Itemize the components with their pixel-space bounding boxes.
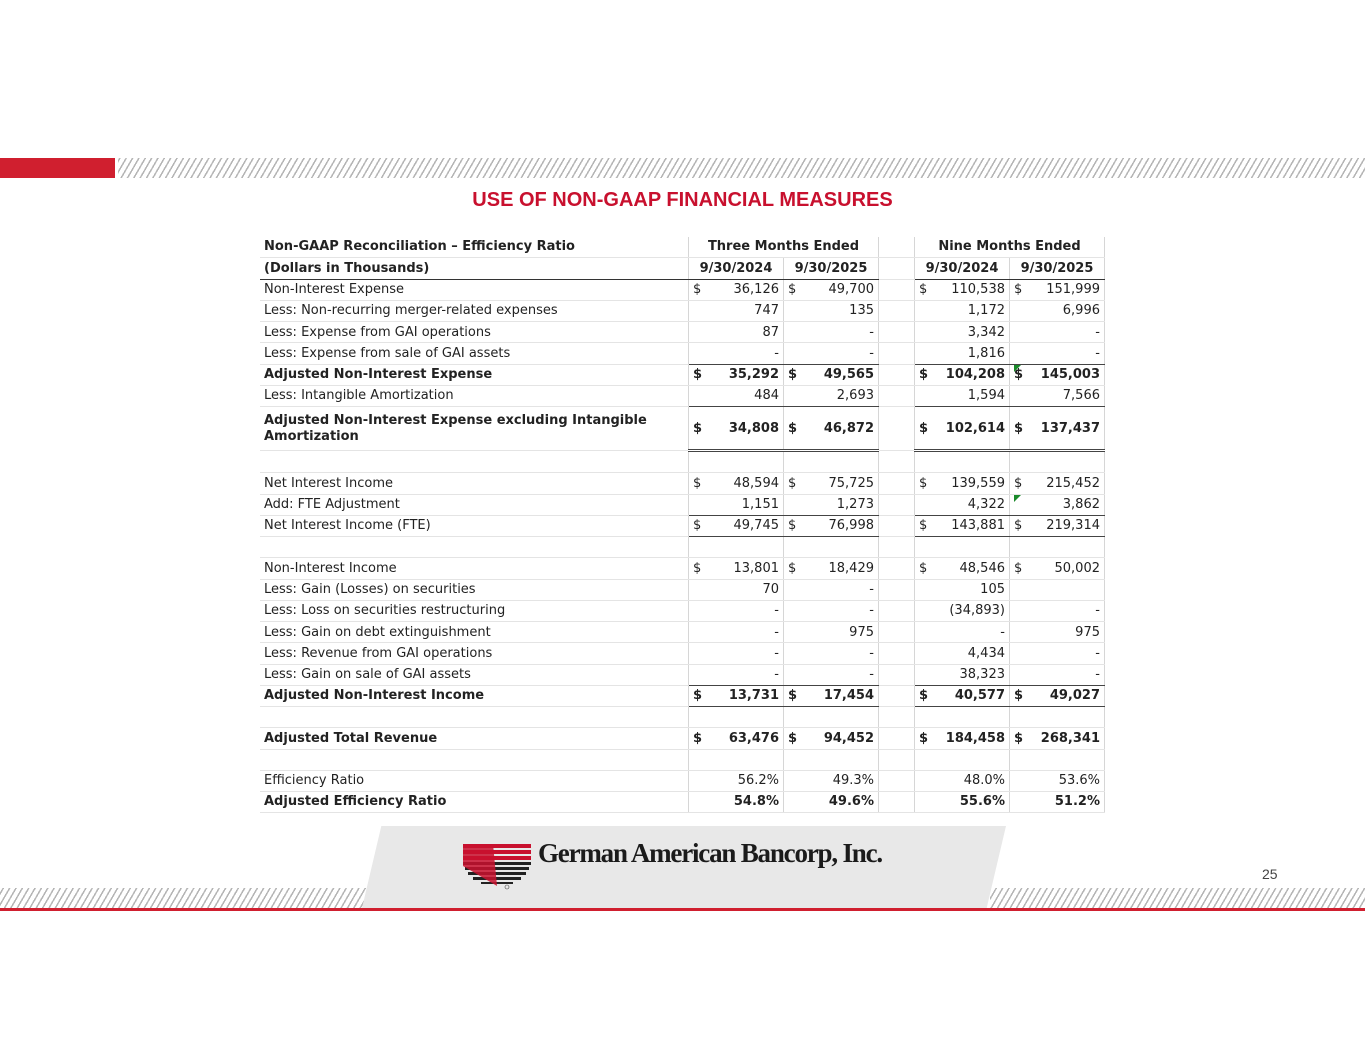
header-three-months: Three Months Ended	[689, 237, 879, 258]
currency-symbol: $	[915, 407, 938, 451]
value-cell: -	[1032, 322, 1105, 343]
currency-symbol: $	[1010, 473, 1033, 494]
column-gap	[879, 537, 915, 558]
currency-symbol	[915, 622, 938, 643]
currency-symbol	[784, 579, 807, 600]
value-cell: 49,027	[1032, 686, 1105, 707]
value-cell: 36,126	[711, 279, 784, 300]
company-name: German American Bancorp, Inc.	[538, 838, 882, 868]
currency-symbol	[1010, 600, 1033, 621]
blank-cell	[689, 749, 712, 770]
row-label: Adjusted Non-Interest Expense	[260, 364, 689, 385]
header-units: (Dollars in Thousands)	[260, 258, 689, 279]
currency-symbol	[689, 322, 712, 343]
table-row	[260, 600, 1105, 621]
blank-cell	[1010, 537, 1033, 558]
row-label: Less: Expense from GAI operations	[260, 322, 689, 343]
currency-symbol	[784, 343, 807, 364]
value-cell: 55.6%	[937, 791, 1010, 812]
currency-symbol	[784, 770, 807, 791]
blank-cell	[806, 749, 879, 770]
blank-cell	[915, 749, 938, 770]
blank-cell	[1010, 707, 1033, 728]
currency-symbol: $	[1010, 728, 1033, 749]
currency-symbol	[915, 770, 938, 791]
blank-cell	[260, 451, 689, 473]
currency-symbol: $	[784, 473, 807, 494]
currency-symbol	[784, 664, 807, 685]
currency-symbol	[915, 343, 938, 364]
table-row	[260, 643, 1105, 664]
blank-cell	[784, 537, 807, 558]
value-cell: 40,577	[937, 686, 1010, 707]
company-logo-icon	[463, 842, 533, 890]
blank-cell	[689, 707, 712, 728]
currency-symbol: $	[689, 473, 712, 494]
blank-cell	[806, 451, 879, 473]
currency-symbol	[915, 664, 938, 685]
value-cell: 87	[711, 322, 784, 343]
currency-symbol	[915, 579, 938, 600]
value-cell: -	[806, 664, 879, 685]
blank-cell	[784, 707, 807, 728]
value-cell: 76,998	[806, 515, 879, 536]
value-cell: 35,292	[711, 364, 784, 385]
row-label: Adjusted Total Revenue	[260, 728, 689, 749]
row-label: Non-Interest Expense	[260, 279, 689, 300]
currency-symbol: $	[1010, 364, 1033, 385]
currency-symbol	[1010, 300, 1033, 321]
column-gap	[879, 451, 915, 473]
table-row	[260, 407, 1105, 451]
value-cell: 70	[711, 579, 784, 600]
currency-symbol	[689, 770, 712, 791]
table-row	[260, 791, 1105, 812]
currency-symbol	[689, 343, 712, 364]
row-label: Less: Gain on debt extinguishment	[260, 622, 689, 643]
footer-red-line	[0, 908, 1365, 911]
value-cell: 48.0%	[937, 770, 1010, 791]
value-cell: 1,151	[711, 494, 784, 515]
column-gap	[879, 707, 915, 728]
value-cell: 2,693	[806, 386, 879, 407]
footer-hatch-left	[0, 888, 372, 908]
value-cell: 50,002	[1032, 558, 1105, 579]
currency-symbol: $	[784, 515, 807, 536]
value-cell: -	[806, 343, 879, 364]
currency-symbol: $	[915, 473, 938, 494]
top-red-bar	[0, 158, 115, 178]
table-row	[260, 728, 1105, 749]
column-gap	[879, 407, 915, 451]
value-cell: 13,801	[711, 558, 784, 579]
value-cell: 6,996	[1032, 300, 1105, 321]
value-cell	[1032, 579, 1105, 600]
top-hatch-pattern	[118, 158, 1365, 178]
currency-symbol	[915, 494, 938, 515]
table-row	[260, 622, 1105, 643]
header-col-4: 9/30/2025	[1010, 258, 1105, 279]
currency-symbol	[784, 494, 807, 515]
currency-symbol	[1010, 770, 1033, 791]
value-cell: 268,341	[1032, 728, 1105, 749]
currency-symbol	[689, 664, 712, 685]
top-decorative-band	[0, 158, 1365, 178]
currency-symbol	[689, 579, 712, 600]
row-label: Add: FTE Adjustment	[260, 494, 689, 515]
blank-cell	[1032, 537, 1105, 558]
currency-symbol: $	[689, 728, 712, 749]
value-cell: -	[1032, 600, 1105, 621]
value-cell: -	[711, 664, 784, 685]
value-cell: -	[1032, 664, 1105, 685]
row-label: Adjusted Non-Interest Income	[260, 686, 689, 707]
blank-cell	[1032, 451, 1105, 473]
value-cell: 484	[711, 386, 784, 407]
row-label: Efficiency Ratio	[260, 770, 689, 791]
value-cell: 105	[937, 579, 1010, 600]
currency-symbol: $	[1010, 407, 1033, 451]
blank-cell	[937, 707, 1010, 728]
blank-row	[260, 707, 1105, 728]
currency-symbol	[1010, 322, 1033, 343]
value-cell: 104,208	[937, 364, 1010, 385]
page-number: 25	[1262, 866, 1278, 882]
blank-cell	[711, 451, 784, 473]
currency-symbol: $	[915, 686, 938, 707]
header-col-1: 9/30/2024	[689, 258, 784, 279]
header-col-3: 9/30/2024	[915, 258, 1010, 279]
blank-cell	[806, 537, 879, 558]
blank-cell	[1032, 707, 1105, 728]
currency-symbol: $	[689, 407, 712, 451]
value-cell: 49,700	[806, 279, 879, 300]
currency-symbol: $	[689, 279, 712, 300]
currency-symbol	[784, 791, 807, 812]
blank-cell	[915, 537, 938, 558]
table-row	[260, 322, 1105, 343]
value-cell: 137,437	[1032, 407, 1105, 451]
column-gap	[879, 770, 915, 791]
value-cell: -	[711, 643, 784, 664]
value-cell: 49,565	[806, 364, 879, 385]
value-cell: 48,546	[937, 558, 1010, 579]
value-cell: 75,725	[806, 473, 879, 494]
column-gap	[879, 643, 915, 664]
currency-symbol	[784, 600, 807, 621]
blank-cell	[937, 451, 1010, 473]
currency-symbol: $	[915, 515, 938, 536]
currency-symbol: $	[915, 728, 938, 749]
value-cell: (34,893)	[937, 600, 1010, 621]
blank-cell	[915, 707, 938, 728]
blank-cell	[1010, 451, 1033, 473]
blank-cell	[260, 537, 689, 558]
currency-symbol	[689, 622, 712, 643]
value-cell: 143,881	[937, 515, 1010, 536]
value-cell: 49.3%	[806, 770, 879, 791]
value-cell: 46,872	[806, 407, 879, 451]
currency-symbol	[1010, 791, 1033, 812]
value-cell: 184,458	[937, 728, 1010, 749]
column-gap	[879, 364, 915, 385]
currency-symbol: $	[784, 364, 807, 385]
value-cell: 56.2%	[711, 770, 784, 791]
column-gap	[879, 473, 915, 494]
table-row	[260, 494, 1105, 515]
value-cell: 13,731	[711, 686, 784, 707]
currency-symbol: $	[689, 515, 712, 536]
value-cell: 4,434	[937, 643, 1010, 664]
column-gap	[879, 622, 915, 643]
currency-symbol	[1010, 622, 1033, 643]
currency-symbol	[1010, 643, 1033, 664]
value-cell: -	[1032, 343, 1105, 364]
table-row	[260, 473, 1105, 494]
table-row	[260, 343, 1105, 364]
value-cell: 18,429	[806, 558, 879, 579]
value-cell: 102,614	[937, 407, 1010, 451]
currency-symbol: $	[689, 364, 712, 385]
currency-symbol	[784, 300, 807, 321]
column-gap	[879, 791, 915, 812]
value-cell: -	[711, 343, 784, 364]
value-cell: 49,745	[711, 515, 784, 536]
currency-symbol	[689, 600, 712, 621]
blank-cell	[784, 451, 807, 473]
currency-symbol	[1010, 579, 1033, 600]
table-row	[260, 364, 1105, 385]
currency-symbol: $	[915, 279, 938, 300]
currency-symbol	[915, 643, 938, 664]
column-gap	[879, 558, 915, 579]
value-cell: 51.2%	[1032, 791, 1105, 812]
currency-symbol	[1010, 664, 1033, 685]
value-cell: -	[806, 643, 879, 664]
table-row	[260, 558, 1105, 579]
blank-row	[260, 749, 1105, 770]
column-gap	[879, 686, 915, 707]
blank-cell	[260, 707, 689, 728]
column-gap	[879, 664, 915, 685]
blank-cell	[689, 537, 712, 558]
blank-cell	[711, 749, 784, 770]
value-cell: 1,594	[937, 386, 1010, 407]
value-cell: 747	[711, 300, 784, 321]
currency-symbol: $	[1010, 558, 1033, 579]
currency-symbol	[784, 643, 807, 664]
table-row	[260, 386, 1105, 407]
value-cell: 1,816	[937, 343, 1010, 364]
blank-cell	[689, 451, 712, 473]
value-cell: -	[711, 622, 784, 643]
value-cell: 38,323	[937, 664, 1010, 685]
currency-symbol: $	[784, 728, 807, 749]
currency-symbol: $	[784, 279, 807, 300]
value-cell: 135	[806, 300, 879, 321]
row-label: Net Interest Income (FTE)	[260, 515, 689, 536]
currency-symbol: $	[784, 558, 807, 579]
value-cell: -	[806, 600, 879, 621]
currency-symbol: $	[915, 364, 938, 385]
header-col-2: 9/30/2025	[784, 258, 879, 279]
blank-cell	[1010, 749, 1033, 770]
blank-row	[260, 537, 1105, 558]
row-label: Adjusted Efficiency Ratio	[260, 791, 689, 812]
table-row	[260, 770, 1105, 791]
value-cell: 17,454	[806, 686, 879, 707]
header-label: Non-GAAP Reconciliation – Efficiency Ratio	[260, 237, 689, 258]
column-gap	[879, 728, 915, 749]
table-row	[260, 664, 1105, 685]
currency-symbol: $	[689, 558, 712, 579]
reconciliation-table	[260, 237, 1105, 813]
footer-hatch-right	[990, 888, 1365, 908]
table-header-row	[260, 237, 1105, 258]
blank-cell	[937, 537, 1010, 558]
value-cell: 63,476	[711, 728, 784, 749]
value-cell: 4,322	[937, 494, 1010, 515]
value-cell: -	[806, 579, 879, 600]
header-nine-months: Nine Months Ended	[915, 237, 1105, 258]
blank-cell	[1032, 749, 1105, 770]
row-label: Net Interest Income	[260, 473, 689, 494]
value-cell: 110,538	[937, 279, 1010, 300]
currency-symbol: $	[915, 558, 938, 579]
value-cell: 145,003	[1032, 364, 1105, 385]
page-title: USE OF NON-GAAP FINANCIAL MEASURES	[472, 189, 893, 211]
currency-symbol	[689, 300, 712, 321]
column-gap	[879, 386, 915, 407]
currency-symbol	[915, 322, 938, 343]
value-cell: 7,566	[1032, 386, 1105, 407]
currency-symbol	[915, 600, 938, 621]
column-gap	[879, 279, 915, 300]
blank-cell	[711, 537, 784, 558]
row-label: Less: Loss on securities restructuring	[260, 600, 689, 621]
value-cell: 1,273	[806, 494, 879, 515]
cell-comment-marker	[1014, 365, 1021, 372]
currency-symbol	[915, 791, 938, 812]
value-cell: 53.6%	[1032, 770, 1105, 791]
column-gap	[879, 300, 915, 321]
currency-symbol: $	[784, 686, 807, 707]
value-cell: 139,559	[937, 473, 1010, 494]
blank-row	[260, 451, 1105, 473]
currency-symbol: $	[784, 407, 807, 451]
value-cell: 49.6%	[806, 791, 879, 812]
table-row	[260, 579, 1105, 600]
row-label: Less: Gain on sale of GAI assets	[260, 664, 689, 685]
table-subheader-row	[260, 258, 1105, 279]
row-label: Non-Interest Income	[260, 558, 689, 579]
value-cell: 3,342	[937, 322, 1010, 343]
currency-symbol: $	[1010, 515, 1033, 536]
value-cell: 34,808	[711, 407, 784, 451]
blank-cell	[711, 707, 784, 728]
value-cell: 48,594	[711, 473, 784, 494]
value-cell: 94,452	[806, 728, 879, 749]
value-cell: -	[937, 622, 1010, 643]
table-row	[260, 279, 1105, 300]
row-label: Less: Expense from sale of GAI assets	[260, 343, 689, 364]
row-label: Less: Non-recurring merger-related expenses	[260, 300, 689, 321]
currency-symbol	[784, 622, 807, 643]
column-gap	[879, 322, 915, 343]
column-gap	[879, 749, 915, 770]
value-cell: 219,314	[1032, 515, 1105, 536]
column-gap	[879, 515, 915, 536]
currency-symbol	[915, 300, 938, 321]
currency-symbol	[689, 643, 712, 664]
currency-symbol	[1010, 343, 1033, 364]
column-gap	[879, 343, 915, 364]
value-cell: 975	[1032, 622, 1105, 643]
currency-symbol	[689, 386, 712, 407]
row-label: Adjusted Non-Interest Expense excluding Intangible Amortization	[260, 407, 689, 451]
table-row	[260, 686, 1105, 707]
row-label: Less: Revenue from GAI operations	[260, 643, 689, 664]
currency-symbol: $	[1010, 279, 1033, 300]
value-cell: 54.8%	[711, 791, 784, 812]
value-cell: -	[806, 322, 879, 343]
blank-cell	[937, 749, 1010, 770]
blank-cell	[806, 707, 879, 728]
currency-symbol: $	[689, 686, 712, 707]
blank-cell	[915, 451, 938, 473]
value-cell: 975	[806, 622, 879, 643]
currency-symbol	[915, 386, 938, 407]
table-row	[260, 300, 1105, 321]
value-cell: 3,862	[1032, 494, 1105, 515]
value-cell: 151,999	[1032, 279, 1105, 300]
currency-symbol	[689, 791, 712, 812]
value-cell: 1,172	[937, 300, 1010, 321]
currency-symbol	[784, 322, 807, 343]
blank-cell	[784, 749, 807, 770]
currency-symbol: $	[1010, 686, 1033, 707]
currency-symbol	[1010, 386, 1033, 407]
row-label: Less: Intangible Amortization	[260, 386, 689, 407]
value-cell: -	[711, 600, 784, 621]
currency-symbol	[784, 386, 807, 407]
value-cell: -	[1032, 643, 1105, 664]
value-cell: 215,452	[1032, 473, 1105, 494]
column-gap	[879, 494, 915, 515]
cell-comment-marker	[1014, 495, 1021, 502]
column-gap	[879, 600, 915, 621]
column-gap	[879, 579, 915, 600]
currency-symbol	[689, 494, 712, 515]
blank-cell	[260, 749, 689, 770]
table-row	[260, 515, 1105, 536]
row-label: Less: Gain (Losses) on securities	[260, 579, 689, 600]
